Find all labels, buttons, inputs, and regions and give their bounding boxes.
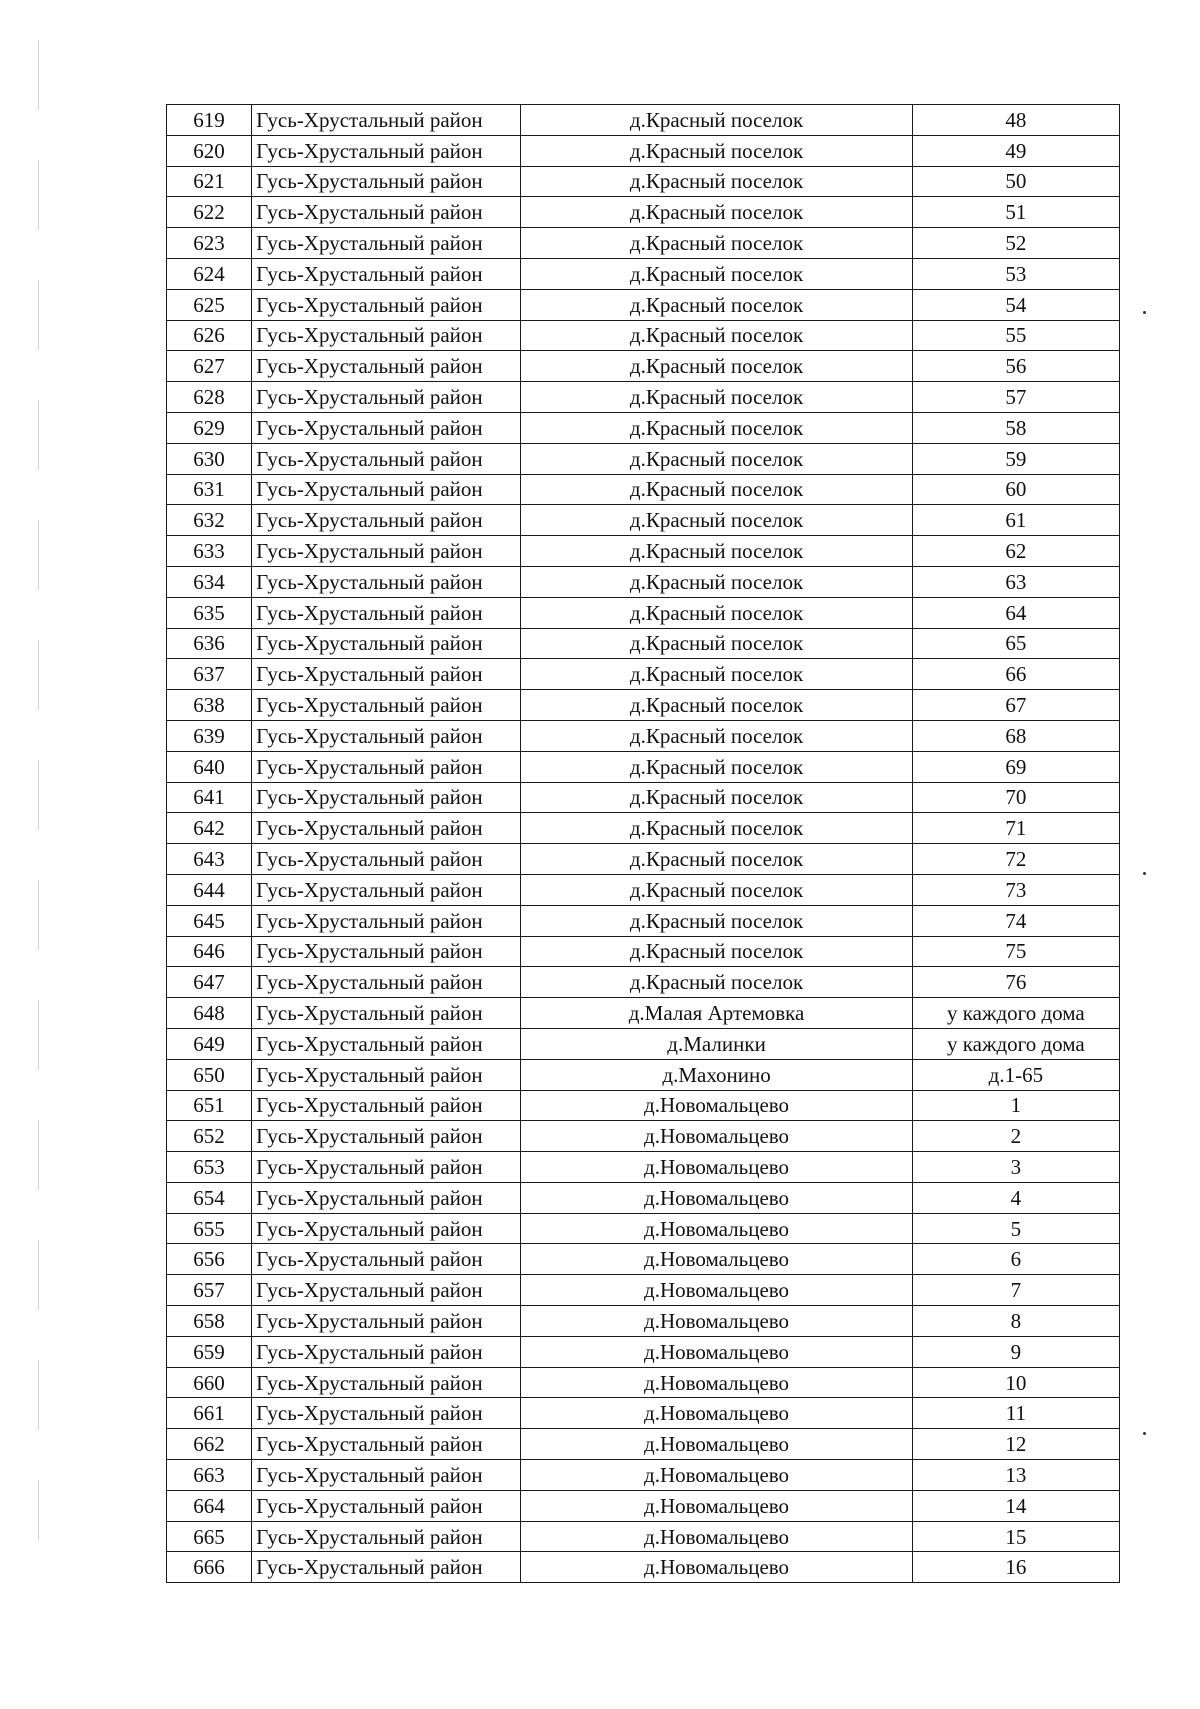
district-cell: Гусь-Хрустальный район	[252, 566, 521, 597]
district-cell: Гусь-Хрустальный район	[252, 1367, 521, 1398]
table-row	[167, 720, 1120, 751]
table-row	[167, 1244, 1120, 1275]
house-number-cell: 58	[912, 412, 1119, 443]
row-number-cell: 629	[167, 412, 252, 443]
scan-speck	[1143, 1432, 1146, 1435]
district-cell: Гусь-Хрустальный район	[252, 1429, 521, 1460]
house-number-cell: 68	[912, 720, 1119, 751]
table-row	[167, 967, 1120, 998]
settlement-cell: д.Новомальцево	[521, 1090, 912, 1121]
house-number-cell: 71	[912, 813, 1119, 844]
row-number-cell: 657	[167, 1275, 252, 1306]
table-row	[167, 1121, 1120, 1152]
row-number-cell: 656	[167, 1244, 252, 1275]
table-row	[167, 166, 1120, 197]
house-number-cell: 48	[912, 105, 1119, 136]
row-number-cell: 643	[167, 844, 252, 875]
row-number-cell: 652	[167, 1121, 252, 1152]
house-number-cell: 60	[912, 474, 1119, 505]
scan-edge-line	[38, 40, 39, 1540]
house-number-cell: 52	[912, 228, 1119, 259]
table-row	[167, 1460, 1120, 1491]
row-number-cell: 654	[167, 1182, 252, 1213]
settlement-cell: д.Малая Артемовка	[521, 998, 912, 1029]
row-number-cell: 662	[167, 1429, 252, 1460]
district-cell: Гусь-Хрустальный район	[252, 998, 521, 1029]
settlement-cell: д.Красный поселок	[521, 720, 912, 751]
table-row	[167, 659, 1120, 690]
district-cell: Гусь-Хрустальный район	[252, 1244, 521, 1275]
district-cell: Гусь-Хрустальный район	[252, 1521, 521, 1552]
table-row	[167, 258, 1120, 289]
district-cell: Гусь-Хрустальный район	[252, 1552, 521, 1583]
house-number-cell: 66	[912, 659, 1119, 690]
district-cell: Гусь-Хрустальный район	[252, 967, 521, 998]
settlement-cell: д.Новомальцево	[521, 1275, 912, 1306]
table-row	[167, 1213, 1120, 1244]
district-cell: Гусь-Хрустальный район	[252, 166, 521, 197]
house-number-cell: 9	[912, 1336, 1119, 1367]
row-number-cell: 620	[167, 135, 252, 166]
house-number-cell: 50	[912, 166, 1119, 197]
district-cell: Гусь-Хрустальный район	[252, 1152, 521, 1183]
house-number-cell: 56	[912, 351, 1119, 382]
district-cell: Гусь-Хрустальный район	[252, 536, 521, 567]
house-number-cell: 62	[912, 536, 1119, 567]
settlement-cell: д.Красный поселок	[521, 197, 912, 228]
house-number-cell: 12	[912, 1429, 1119, 1460]
house-number-cell: д.1-65	[912, 1059, 1119, 1090]
district-cell: Гусь-Хрустальный район	[252, 936, 521, 967]
table-row	[167, 412, 1120, 443]
district-cell: Гусь-Хрустальный район	[252, 382, 521, 413]
row-number-cell: 651	[167, 1090, 252, 1121]
district-cell: Гусь-Хрустальный район	[252, 1460, 521, 1491]
district-cell: Гусь-Хрустальный район	[252, 628, 521, 659]
row-number-cell: 664	[167, 1490, 252, 1521]
settlement-cell: д.Красный поселок	[521, 135, 912, 166]
settlement-cell: д.Красный поселок	[521, 597, 912, 628]
settlement-cell: д.Красный поселок	[521, 690, 912, 721]
table-row	[167, 628, 1120, 659]
table-row	[167, 135, 1120, 166]
row-number-cell: 638	[167, 690, 252, 721]
row-number-cell: 645	[167, 905, 252, 936]
table-row	[167, 320, 1120, 351]
settlement-cell: д.Красный поселок	[521, 874, 912, 905]
district-cell: Гусь-Хрустальный район	[252, 905, 521, 936]
row-number-cell: 633	[167, 536, 252, 567]
district-cell: Гусь-Хрустальный район	[252, 351, 521, 382]
table-row	[167, 566, 1120, 597]
settlement-cell: д.Красный поселок	[521, 505, 912, 536]
settlement-cell: д.Красный поселок	[521, 289, 912, 320]
table-row	[167, 1306, 1120, 1337]
settlement-cell: д.Красный поселок	[521, 782, 912, 813]
district-cell: Гусь-Хрустальный район	[252, 228, 521, 259]
table-row	[167, 474, 1120, 505]
settlement-cell: д.Красный поселок	[521, 628, 912, 659]
row-number-cell: 627	[167, 351, 252, 382]
table-row	[167, 597, 1120, 628]
house-number-cell: 76	[912, 967, 1119, 998]
table-row	[167, 874, 1120, 905]
district-cell: Гусь-Хрустальный район	[252, 1182, 521, 1213]
settlement-cell: д.Новомальцево	[521, 1460, 912, 1491]
settlement-cell: д.Новомальцево	[521, 1182, 912, 1213]
house-number-cell: 53	[912, 258, 1119, 289]
district-cell: Гусь-Хрустальный район	[252, 1213, 521, 1244]
table-row	[167, 1429, 1120, 1460]
house-number-cell: 70	[912, 782, 1119, 813]
row-number-cell: 650	[167, 1059, 252, 1090]
settlement-cell: д.Новомальцево	[521, 1121, 912, 1152]
table-row	[167, 1490, 1120, 1521]
table-row	[167, 751, 1120, 782]
table-row	[167, 1028, 1120, 1059]
row-number-cell: 621	[167, 166, 252, 197]
row-number-cell: 646	[167, 936, 252, 967]
table-row	[167, 1059, 1120, 1090]
settlement-cell: д.Красный поселок	[521, 813, 912, 844]
table-row	[167, 1090, 1120, 1121]
settlement-cell: д.Красный поселок	[521, 566, 912, 597]
house-number-cell: 55	[912, 320, 1119, 351]
settlement-cell: д.Махонино	[521, 1059, 912, 1090]
settlement-cell: д.Красный поселок	[521, 751, 912, 782]
settlement-cell: д.Красный поселок	[521, 905, 912, 936]
settlement-cell: д.Красный поселок	[521, 659, 912, 690]
house-number-cell: 64	[912, 597, 1119, 628]
house-number-cell: 54	[912, 289, 1119, 320]
table-row	[167, 1152, 1120, 1183]
district-cell: Гусь-Хрустальный район	[252, 1090, 521, 1121]
settlement-cell: д.Новомальцево	[521, 1552, 912, 1583]
settlement-cell: д.Красный поселок	[521, 936, 912, 967]
row-number-cell: 659	[167, 1336, 252, 1367]
district-cell: Гусь-Хрустальный район	[252, 258, 521, 289]
row-number-cell: 622	[167, 197, 252, 228]
row-number-cell: 639	[167, 720, 252, 751]
table-row	[167, 1336, 1120, 1367]
house-number-cell: 49	[912, 135, 1119, 166]
house-number-cell: 63	[912, 566, 1119, 597]
district-cell: Гусь-Хрустальный район	[252, 813, 521, 844]
district-cell: Гусь-Хрустальный район	[252, 659, 521, 690]
district-cell: Гусь-Хрустальный район	[252, 505, 521, 536]
row-number-cell: 625	[167, 289, 252, 320]
settlement-cell: д.Новомальцево	[521, 1213, 912, 1244]
table-row	[167, 351, 1120, 382]
district-cell: Гусь-Хрустальный район	[252, 412, 521, 443]
settlement-cell: д.Малинки	[521, 1028, 912, 1059]
settlement-cell: д.Красный поселок	[521, 258, 912, 289]
house-number-cell: 1	[912, 1090, 1119, 1121]
house-number-cell: 74	[912, 905, 1119, 936]
table-row	[167, 936, 1120, 967]
row-number-cell: 626	[167, 320, 252, 351]
district-cell: Гусь-Хрустальный район	[252, 105, 521, 136]
settlement-cell: д.Новомальцево	[521, 1152, 912, 1183]
settlement-cell: д.Новомальцево	[521, 1490, 912, 1521]
table-row	[167, 289, 1120, 320]
row-number-cell: 635	[167, 597, 252, 628]
row-number-cell: 637	[167, 659, 252, 690]
house-number-cell: 59	[912, 443, 1119, 474]
table-row	[167, 536, 1120, 567]
district-cell: Гусь-Хрустальный район	[252, 1306, 521, 1337]
row-number-cell: 641	[167, 782, 252, 813]
row-number-cell: 653	[167, 1152, 252, 1183]
district-cell: Гусь-Хрустальный район	[252, 1398, 521, 1429]
row-number-cell: 632	[167, 505, 252, 536]
table-row	[167, 1367, 1120, 1398]
house-number-cell: 6	[912, 1244, 1119, 1275]
row-number-cell: 655	[167, 1213, 252, 1244]
house-number-cell: 4	[912, 1182, 1119, 1213]
settlement-cell: д.Красный поселок	[521, 412, 912, 443]
district-cell: Гусь-Хрустальный район	[252, 474, 521, 505]
house-number-cell: 11	[912, 1398, 1119, 1429]
house-number-cell: 67	[912, 690, 1119, 721]
settlement-cell: д.Новомальцево	[521, 1306, 912, 1337]
row-number-cell: 665	[167, 1521, 252, 1552]
table-row	[167, 844, 1120, 875]
house-number-cell: 3	[912, 1152, 1119, 1183]
district-cell: Гусь-Хрустальный район	[252, 1121, 521, 1152]
district-cell: Гусь-Хрустальный район	[252, 197, 521, 228]
row-number-cell: 649	[167, 1028, 252, 1059]
row-number-cell: 640	[167, 751, 252, 782]
house-number-cell: 10	[912, 1367, 1119, 1398]
table-row	[167, 228, 1120, 259]
row-number-cell: 619	[167, 105, 252, 136]
district-cell: Гусь-Хрустальный район	[252, 751, 521, 782]
table-row	[167, 905, 1120, 936]
district-cell: Гусь-Хрустальный район	[252, 782, 521, 813]
table-row	[167, 813, 1120, 844]
table-row	[167, 105, 1120, 136]
table-row	[167, 1398, 1120, 1429]
address-table	[166, 104, 1120, 1583]
house-number-cell: 8	[912, 1306, 1119, 1337]
district-cell: Гусь-Хрустальный район	[252, 720, 521, 751]
district-cell: Гусь-Хрустальный район	[252, 1336, 521, 1367]
settlement-cell: д.Красный поселок	[521, 228, 912, 259]
house-number-cell: 51	[912, 197, 1119, 228]
house-number-cell: у каждого дома	[912, 1028, 1119, 1059]
settlement-cell: д.Красный поселок	[521, 166, 912, 197]
row-number-cell: 623	[167, 228, 252, 259]
table-row	[167, 1552, 1120, 1583]
address-table-body	[167, 105, 1120, 1583]
district-cell: Гусь-Хрустальный район	[252, 874, 521, 905]
house-number-cell: 5	[912, 1213, 1119, 1244]
house-number-cell: 14	[912, 1490, 1119, 1521]
settlement-cell: д.Красный поселок	[521, 844, 912, 875]
row-number-cell: 631	[167, 474, 252, 505]
settlement-cell: д.Красный поселок	[521, 474, 912, 505]
house-number-cell: 16	[912, 1552, 1119, 1583]
house-number-cell: 72	[912, 844, 1119, 875]
row-number-cell: 666	[167, 1552, 252, 1583]
row-number-cell: 628	[167, 382, 252, 413]
settlement-cell: д.Красный поселок	[521, 382, 912, 413]
row-number-cell: 663	[167, 1460, 252, 1491]
scan-speck	[1143, 311, 1146, 314]
settlement-cell: д.Новомальцево	[521, 1367, 912, 1398]
settlement-cell: д.Красный поселок	[521, 536, 912, 567]
table-row	[167, 1275, 1120, 1306]
table-row	[167, 1521, 1120, 1552]
district-cell: Гусь-Хрустальный район	[252, 320, 521, 351]
settlement-cell: д.Красный поселок	[521, 443, 912, 474]
settlement-cell: д.Новомальцево	[521, 1244, 912, 1275]
district-cell: Гусь-Хрустальный район	[252, 1059, 521, 1090]
house-number-cell: 73	[912, 874, 1119, 905]
table-row	[167, 690, 1120, 721]
district-cell: Гусь-Хрустальный район	[252, 1028, 521, 1059]
scan-speck	[1143, 872, 1146, 875]
house-number-cell: 69	[912, 751, 1119, 782]
row-number-cell: 661	[167, 1398, 252, 1429]
row-number-cell: 630	[167, 443, 252, 474]
table-row	[167, 382, 1120, 413]
house-number-cell: 61	[912, 505, 1119, 536]
district-cell: Гусь-Хрустальный район	[252, 443, 521, 474]
house-number-cell: у каждого дома	[912, 998, 1119, 1029]
row-number-cell: 636	[167, 628, 252, 659]
table-row	[167, 197, 1120, 228]
house-number-cell: 57	[912, 382, 1119, 413]
settlement-cell: д.Красный поселок	[521, 351, 912, 382]
settlement-cell: д.Красный поселок	[521, 967, 912, 998]
house-number-cell: 65	[912, 628, 1119, 659]
row-number-cell: 624	[167, 258, 252, 289]
settlement-cell: д.Новомальцево	[521, 1521, 912, 1552]
house-number-cell: 75	[912, 936, 1119, 967]
table-row	[167, 782, 1120, 813]
district-cell: Гусь-Хрустальный район	[252, 597, 521, 628]
house-number-cell: 2	[912, 1121, 1119, 1152]
house-number-cell: 7	[912, 1275, 1119, 1306]
row-number-cell: 658	[167, 1306, 252, 1337]
row-number-cell: 634	[167, 566, 252, 597]
row-number-cell: 644	[167, 874, 252, 905]
row-number-cell: 660	[167, 1367, 252, 1398]
district-cell: Гусь-Хрустальный район	[252, 289, 521, 320]
table-row	[167, 1182, 1120, 1213]
district-cell: Гусь-Хрустальный район	[252, 844, 521, 875]
district-cell: Гусь-Хрустальный район	[252, 690, 521, 721]
table-row	[167, 443, 1120, 474]
row-number-cell: 642	[167, 813, 252, 844]
district-cell: Гусь-Хрустальный район	[252, 135, 521, 166]
district-cell: Гусь-Хрустальный район	[252, 1490, 521, 1521]
row-number-cell: 648	[167, 998, 252, 1029]
house-number-cell: 15	[912, 1521, 1119, 1552]
district-cell: Гусь-Хрустальный район	[252, 1275, 521, 1306]
settlement-cell: д.Новомальцево	[521, 1429, 912, 1460]
house-number-cell: 13	[912, 1460, 1119, 1491]
table-row	[167, 505, 1120, 536]
row-number-cell: 647	[167, 967, 252, 998]
settlement-cell: д.Красный поселок	[521, 105, 912, 136]
settlement-cell: д.Красный поселок	[521, 320, 912, 351]
table-row	[167, 998, 1120, 1029]
settlement-cell: д.Новомальцево	[521, 1336, 912, 1367]
settlement-cell: д.Новомальцево	[521, 1398, 912, 1429]
